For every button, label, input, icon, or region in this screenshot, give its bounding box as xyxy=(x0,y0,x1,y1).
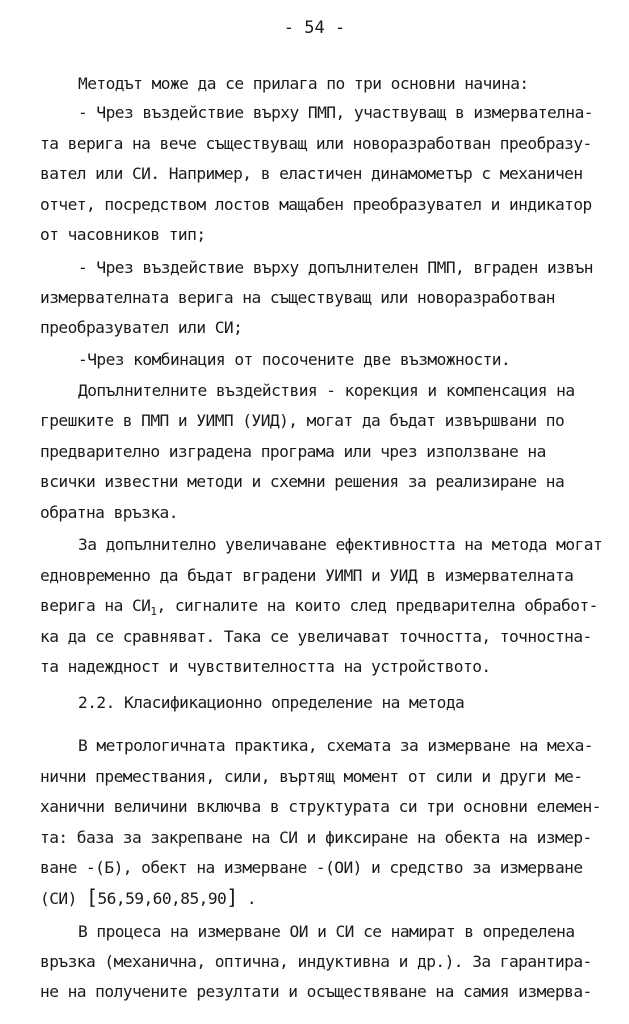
paragraph-line: Методът може да се прилага по три основни начина: xyxy=(78,74,529,93)
paragraph-line: всички известни методи и схемни решения за реализиране на xyxy=(40,472,565,491)
paragraph-line: преобразувател или СИ; xyxy=(40,318,243,337)
subscript: 1 xyxy=(150,605,157,618)
bracket-open: [ xyxy=(85,885,98,909)
paragraph-line: Допълнителните въздействия - корекция и компенсация на xyxy=(78,381,575,400)
paragraph-line: ханични величини включва в структурата си три основни елемен- xyxy=(40,797,601,816)
paragraph-line: предварително изградена програма или чрез използване на xyxy=(40,442,546,461)
paragraph-line: -Чрез комбинация от посочените две възможности. xyxy=(78,350,511,369)
paragraph-line: За допълнително увеличаване ефективността на метода могат xyxy=(78,535,603,554)
line-text: , сигналите на които след предварителна обработ- xyxy=(156,596,598,615)
paragraph-line: - Чрез въздействие върху допълнителен ПМП, вграден извън xyxy=(78,258,593,277)
paragraph-line: вател или СИ. Например, в еластичен динамометър с механичен xyxy=(40,164,583,183)
paragraph-line: обратна връзка. xyxy=(40,503,178,522)
reference-list: 56,59,60,85,90 xyxy=(97,889,227,908)
paragraph-line: та верига на вече съществуващ или новоразработван преобразу- xyxy=(40,134,592,153)
paragraph-line: от часовников тип; xyxy=(40,225,206,244)
paragraph-line: отчет, посредством лостов мащабен преобразувател и индикатор xyxy=(40,195,592,214)
paragraph-line: ка да се сравняват. Така се увеличават точността, точностна- xyxy=(40,627,592,646)
paragraph-line: измервателната верига на съществуващ или новоразработван xyxy=(40,288,555,307)
paragraph-line: едновременно да бъдат вградени УИМП и УИД в измервателната xyxy=(40,566,574,585)
paragraph-line: - Чрез въздействие върху ПМП, участвуващ в измервателна- xyxy=(78,103,593,122)
paragraph-line: нични премествания, сили, въртящ момент от сили и други ме- xyxy=(40,767,583,786)
paragraph-line: ване -(Б), обект на измерване -(ОИ) и средство за измерване xyxy=(40,858,583,877)
paragraph-line: връзка (механична, оптична, индуктивна и др.). За гарантира- xyxy=(40,952,592,971)
paragraph-line: В метрологичната практика, схемата за измерване на меха- xyxy=(78,736,593,755)
line-text: верига на СИ xyxy=(40,596,151,615)
paragraph-line: не на получените резултати и осъществяване на самия измерва- xyxy=(40,982,592,1001)
paragraph-line: та надеждност и чувствителността на устройството. xyxy=(40,657,491,676)
line-text: (СИ) xyxy=(40,889,86,908)
line-text: . xyxy=(237,889,257,908)
page-number: - 54 - xyxy=(283,18,346,38)
paragraph-line xyxy=(40,887,256,909)
paragraph-line: грешките в ПМП и УИМП (УИД), могат да бъдат извършвани по xyxy=(40,411,565,430)
section-heading: 2.2. Класификационно определение на метода xyxy=(78,693,465,712)
bracket-close: ] xyxy=(226,885,238,909)
paragraph-line: та: база за закрепване на СИ и фиксиране на обекта на измер- xyxy=(40,828,592,847)
paragraph-line: В процеса на измерване ОИ и СИ се намират в определена xyxy=(78,922,575,941)
paragraph-line xyxy=(40,596,598,622)
